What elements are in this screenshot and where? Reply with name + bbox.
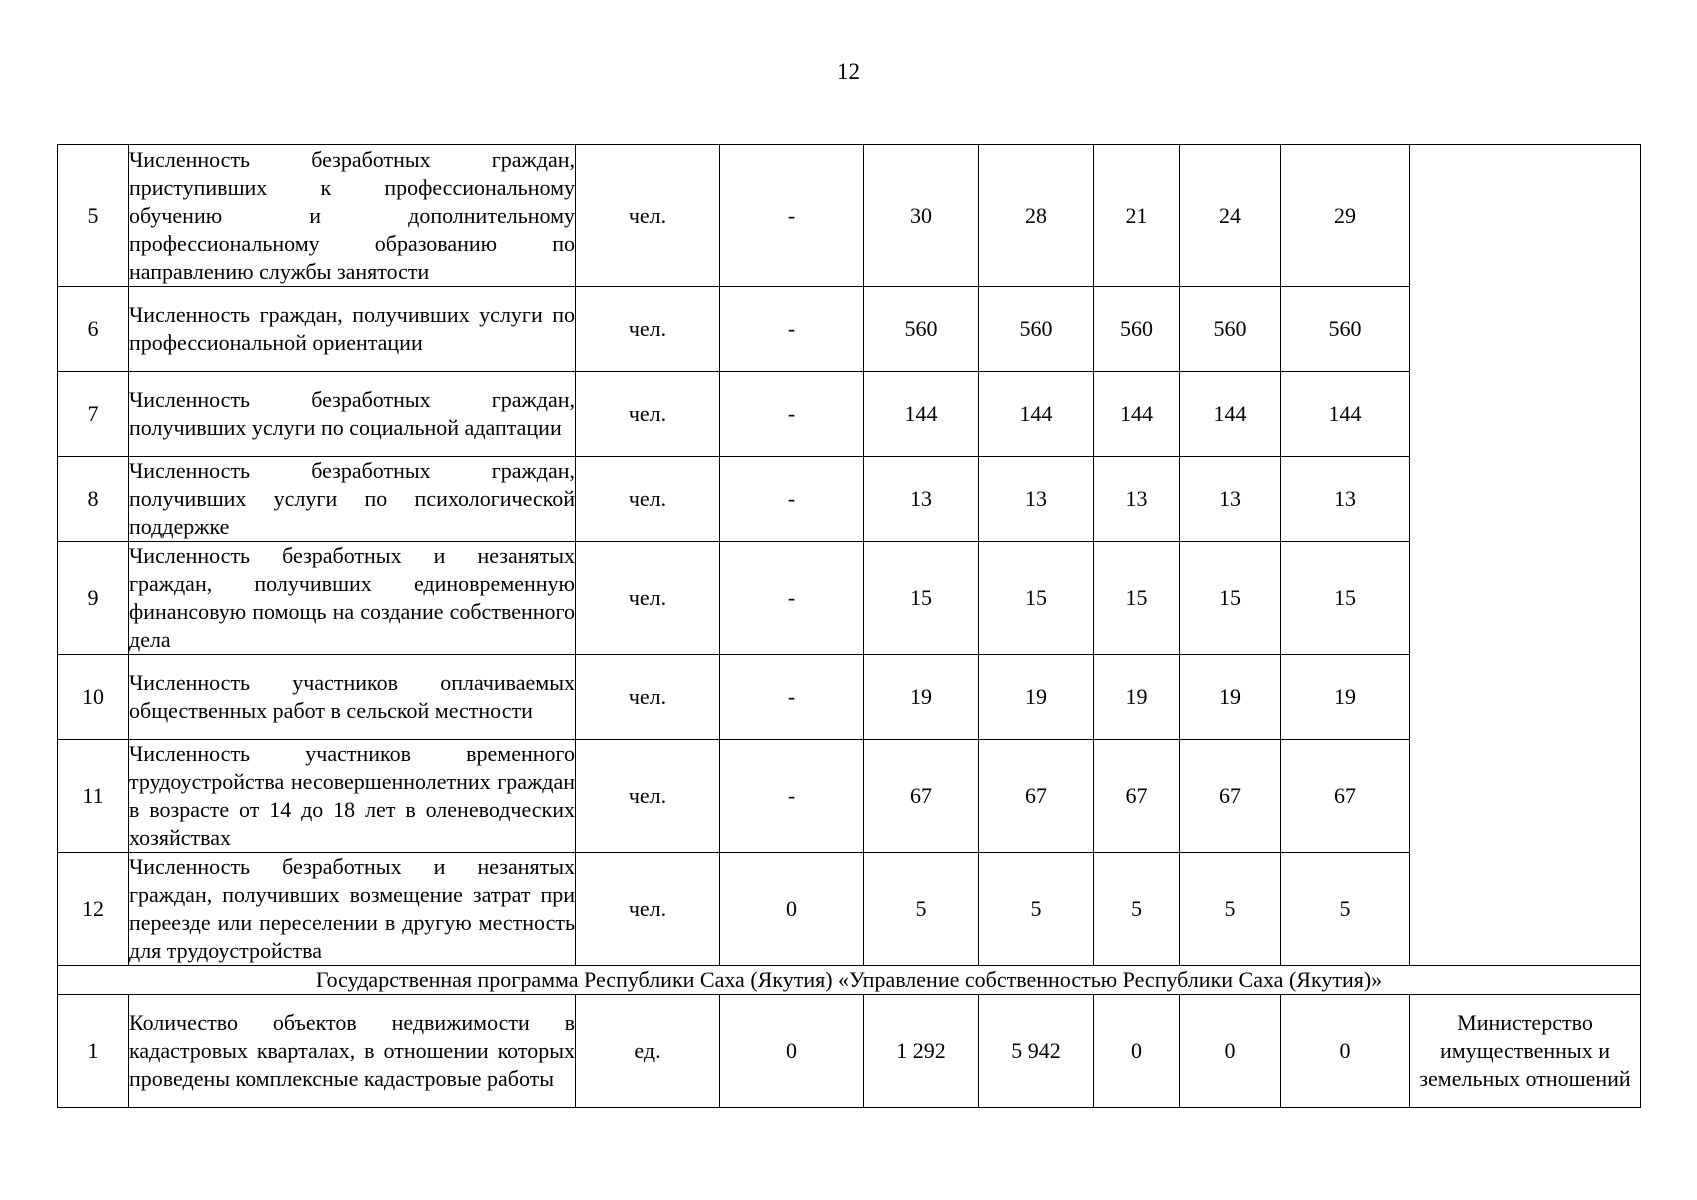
value-cell: 0 bbox=[1094, 995, 1180, 1108]
indicator-name: Численность безработных граждан, получивших услуги по психологической поддержке bbox=[129, 457, 576, 542]
value-cell: 29 bbox=[1281, 145, 1410, 287]
value-cell: 67 bbox=[1180, 740, 1281, 853]
value-cell: 13 bbox=[1180, 457, 1281, 542]
value-cell: 560 bbox=[1094, 287, 1180, 372]
value-cell: 67 bbox=[864, 740, 979, 853]
row-number: 6 bbox=[58, 287, 129, 372]
row-number: 1 bbox=[58, 995, 129, 1108]
value-cell: 15 bbox=[1094, 542, 1180, 655]
value-cell: 5 bbox=[1094, 853, 1180, 966]
unit-cell: чел. bbox=[576, 287, 720, 372]
table-row bbox=[58, 372, 1641, 457]
value-cell: 5 bbox=[864, 853, 979, 966]
value-cell: 15 bbox=[1281, 542, 1410, 655]
value-cell: 144 bbox=[1281, 372, 1410, 457]
value-cell: 19 bbox=[1281, 655, 1410, 740]
value-cell: 0 bbox=[1281, 995, 1410, 1108]
row-number: 11 bbox=[58, 740, 129, 853]
value-cell: 24 bbox=[1180, 145, 1281, 287]
indicator-name: Численность участников временного трудоустройства несовершеннолетних граждан в возрасте от 14 до 18 лет в оленеводческих хозяйствах bbox=[129, 740, 576, 853]
value-cell: 67 bbox=[979, 740, 1094, 853]
value-cell: 67 bbox=[1281, 740, 1410, 853]
value-cell: 0 bbox=[1180, 995, 1281, 1108]
base-value-cell: - bbox=[720, 457, 864, 542]
base-value-cell: - bbox=[720, 372, 864, 457]
value-cell: 560 bbox=[1180, 287, 1281, 372]
value-cell: 560 bbox=[1281, 287, 1410, 372]
indicators-table bbox=[57, 144, 1641, 1108]
value-cell: 19 bbox=[1180, 655, 1281, 740]
section-title: Государственная программа Республики Саха (Якутия) «Управление собственностью Республики Саха (Якутия)» bbox=[58, 966, 1641, 995]
value-cell: 144 bbox=[979, 372, 1094, 457]
table-row bbox=[58, 655, 1641, 740]
indicator-name: Численность безработных граждан, получивших услуги по социальной адаптации bbox=[129, 372, 576, 457]
base-value-cell: - bbox=[720, 542, 864, 655]
value-cell: 19 bbox=[1094, 655, 1180, 740]
indicator-name: Численность участников оплачиваемых общественных работ в сельской местности bbox=[129, 655, 576, 740]
indicator-name: Количество объектов недвижимости в кадастровых кварталах, в отношении которых проведены комплексные кадастровые работы bbox=[129, 995, 576, 1108]
value-cell: 5 bbox=[1180, 853, 1281, 966]
value-cell: 560 bbox=[864, 287, 979, 372]
value-cell: 144 bbox=[864, 372, 979, 457]
base-value-cell: - bbox=[720, 655, 864, 740]
value-cell: 15 bbox=[1180, 542, 1281, 655]
value-cell: 144 bbox=[1180, 372, 1281, 457]
row-number: 8 bbox=[58, 457, 129, 542]
unit-cell: чел. bbox=[576, 853, 720, 966]
value-cell: 15 bbox=[864, 542, 979, 655]
value-cell: 28 bbox=[979, 145, 1094, 287]
value-cell: 19 bbox=[979, 655, 1094, 740]
value-cell: 5 bbox=[1281, 853, 1410, 966]
value-cell: 67 bbox=[1094, 740, 1180, 853]
unit-cell: чел. bbox=[576, 655, 720, 740]
responsible-cell: Министерство имущественных и земельных отношений bbox=[1410, 995, 1641, 1108]
value-cell: 5 bbox=[979, 853, 1094, 966]
table-row bbox=[58, 542, 1641, 655]
value-cell: 13 bbox=[979, 457, 1094, 542]
unit-cell: чел. bbox=[576, 542, 720, 655]
value-cell: 13 bbox=[864, 457, 979, 542]
unit-cell: чел. bbox=[576, 145, 720, 287]
row-number: 12 bbox=[58, 853, 129, 966]
table-row bbox=[58, 853, 1641, 966]
indicator-name: Численность безработных граждан, приступивших к профессиональному обучению и дополнительному профессиональному образованию по направлению службы занятости bbox=[129, 145, 576, 287]
unit-cell: чел. bbox=[576, 372, 720, 457]
value-cell: 5 942 bbox=[979, 995, 1094, 1108]
value-cell: 560 bbox=[979, 287, 1094, 372]
base-value-cell: 0 bbox=[720, 853, 864, 966]
section-header-row bbox=[58, 966, 1641, 995]
value-cell: 19 bbox=[864, 655, 979, 740]
value-cell: 13 bbox=[1281, 457, 1410, 542]
value-cell: 15 bbox=[979, 542, 1094, 655]
unit-cell: ед. bbox=[576, 995, 720, 1108]
value-cell: 144 bbox=[1094, 372, 1180, 457]
value-cell: 21 bbox=[1094, 145, 1180, 287]
table-row bbox=[58, 145, 1641, 287]
row-number: 7 bbox=[58, 372, 129, 457]
page-number: 12 bbox=[837, 59, 860, 84]
row-number: 5 bbox=[58, 145, 129, 287]
table-row bbox=[58, 287, 1641, 372]
indicator-name: Численность безработных и незанятых граждан, получивших единовременную финансовую помощь на создание собственного дела bbox=[129, 542, 576, 655]
base-value-cell: 0 bbox=[720, 995, 864, 1108]
table-row bbox=[58, 995, 1641, 1108]
indicator-name: Численность граждан, получивших услуги по профессиональной ориентации bbox=[129, 287, 576, 372]
responsible-cell-empty bbox=[1410, 145, 1641, 966]
base-value-cell: - bbox=[720, 287, 864, 372]
unit-cell: чел. bbox=[576, 457, 720, 542]
indicator-name: Численность безработных и незанятых граждан, получивших возмещение затрат при переезде или переселении в другую местность для трудоустройства bbox=[129, 853, 576, 966]
value-cell: 30 bbox=[864, 145, 979, 287]
value-cell: 13 bbox=[1094, 457, 1180, 542]
row-number: 10 bbox=[58, 655, 129, 740]
table-row bbox=[58, 740, 1641, 853]
unit-cell: чел. bbox=[576, 740, 720, 853]
value-cell: 1 292 bbox=[864, 995, 979, 1108]
base-value-cell: - bbox=[720, 740, 864, 853]
base-value-cell: - bbox=[720, 145, 864, 287]
table-row bbox=[58, 457, 1641, 542]
row-number: 9 bbox=[58, 542, 129, 655]
